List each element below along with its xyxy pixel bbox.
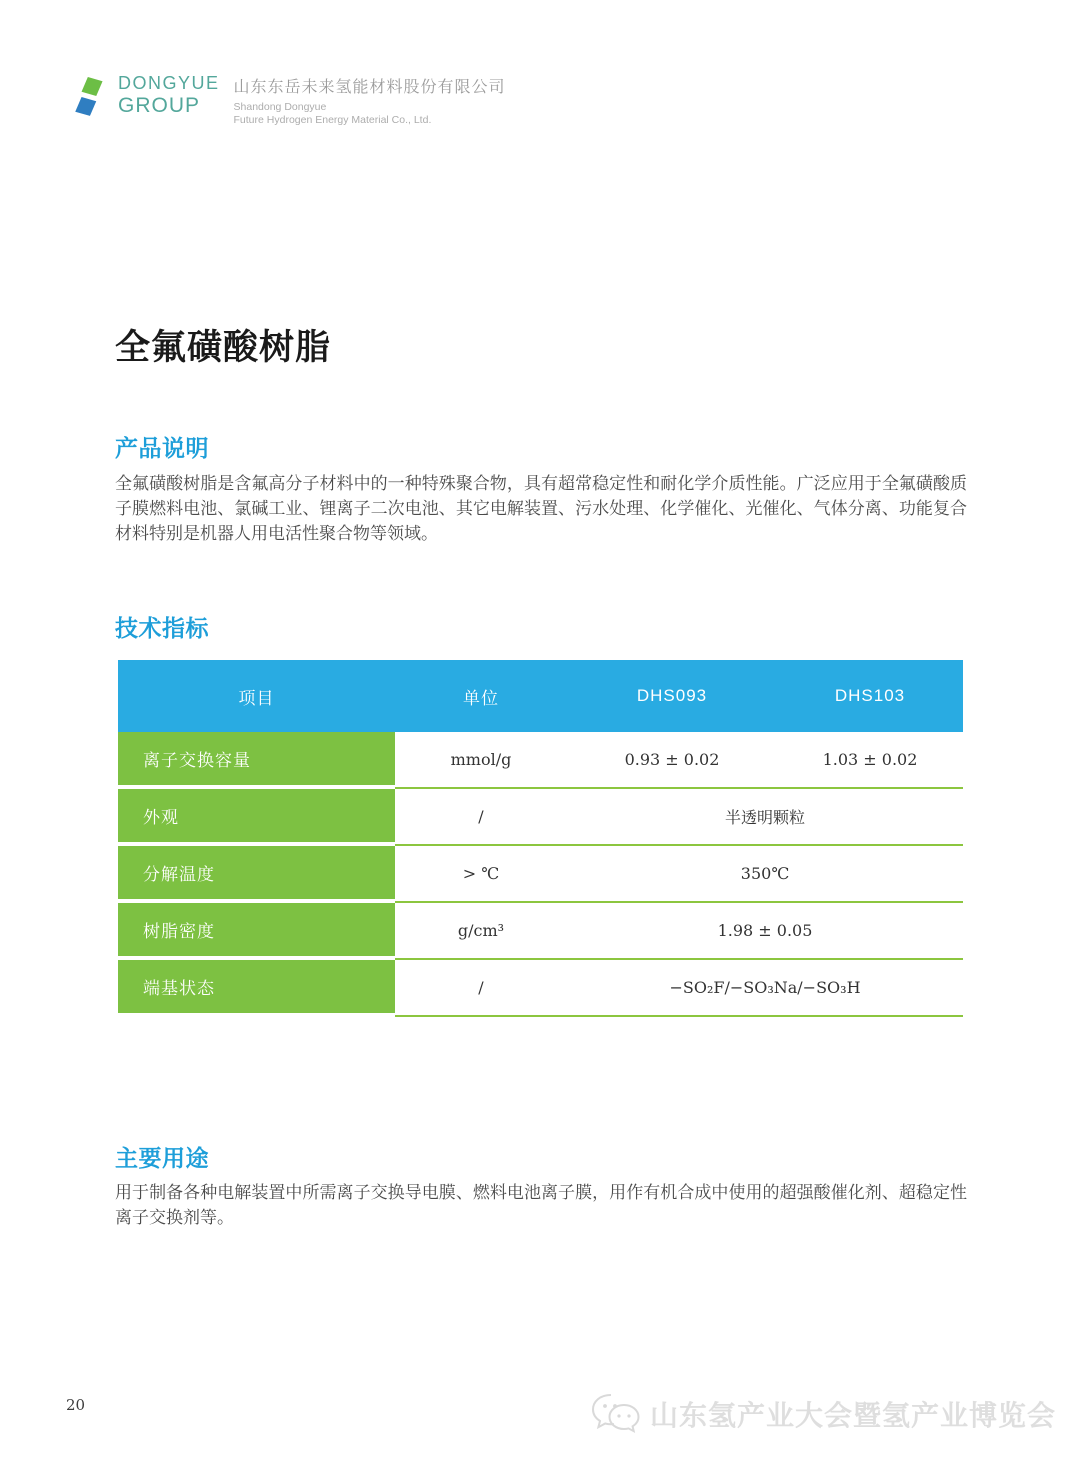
spec-unit-value: / (395, 789, 567, 846)
spec-item-label: 离子交换容量 (118, 732, 395, 785)
dongyue-logo-icon (74, 76, 108, 118)
brand-line1: DONGYUE (118, 73, 220, 93)
main-usage-text: 用于制备各种电解装置中所需离子交换导电膜、燃料电池离子膜，用作有机合成中使用的超强酸催化剂、超稳定性离子交换剂等。 (115, 1183, 967, 1227)
spec-table-row-4 (118, 960, 963, 1017)
spec-table-row-1 (118, 789, 963, 846)
spec-item-label: 外观 (118, 789, 395, 842)
section-heading-product-description: 产品说明 (115, 435, 209, 461)
spec-merged-value: 350℃ (567, 846, 963, 903)
spec-table-body (118, 732, 963, 1017)
product-description-text: 全氟磺酸树脂是含氟高分子材料中的一种特殊聚合物，具有超常稳定性和耐化学介质性能。广泛应用于全氟磺酸质子膜燃料电池、氯碱工业、锂离子二次电池、其它电解装置、污水处理、化学催化、光催化、气体分离、功能复合材料特别是机器人用电活性聚合物等领域。 (115, 474, 967, 543)
spec-table (118, 660, 963, 1017)
spec-table-row-2 (118, 846, 963, 903)
spec-header-cell-3: DHS103 (834, 686, 906, 705)
watermark-text: 山东氢产业大会暨氢产业博览会 (649, 1400, 1056, 1431)
footer-watermark (590, 1392, 1056, 1436)
company-name-cn: 山东东岳未来氢能材料股份有限公司 (233, 79, 506, 96)
spec-item-label: 端基状态 (118, 960, 395, 1013)
brand-name (118, 74, 220, 116)
spec-merged-value: 半透明颗粒 (567, 789, 963, 846)
spec-header-cell-1: 单位 (463, 688, 499, 708)
spec-header-cell-2: DHS093 (636, 686, 708, 705)
company-name-en (234, 101, 506, 127)
company-name-block (234, 74, 506, 127)
spec-table-header-row (118, 660, 963, 732)
wechat-icon (590, 1392, 642, 1436)
spec-table-row-0 (118, 732, 963, 789)
spec-merged-value: 1.98 ± 0.05 (567, 903, 963, 960)
spec-unit-value: > ℃ (395, 846, 567, 903)
spec-item-label: 分解温度 (118, 846, 395, 899)
spec-unit-value: mmol/g (395, 732, 567, 789)
page-title: 全氟磺酸树脂 (115, 328, 332, 367)
section-heading-main-usage: 主要用途 (115, 1145, 209, 1171)
spec-header-cell-0: 项目 (238, 688, 275, 708)
company-logo (74, 74, 506, 127)
company-en-line2: Future Hydrogen Energy Material Co., Ltd. (233, 114, 432, 126)
spec-table-row-3 (118, 903, 963, 960)
brand-line2: GROUP (118, 94, 201, 117)
spec-merged-value: −SO₂F/−SO₃Na/−SO₃H (567, 960, 963, 1017)
spec-unit-value: g/cm³ (395, 903, 567, 960)
spec-unit-value: / (395, 960, 567, 1017)
spec-dhs103-value: 1.03 ± 0.02 (777, 732, 963, 789)
page-number: 20 (66, 1396, 86, 1414)
section-heading-technical-specs: 技术指标 (115, 615, 209, 641)
spec-item-label: 树脂密度 (118, 903, 395, 956)
company-en-line1: Shandong Dongyue (233, 101, 327, 113)
spec-dhs093-value: 0.93 ± 0.02 (567, 732, 777, 789)
